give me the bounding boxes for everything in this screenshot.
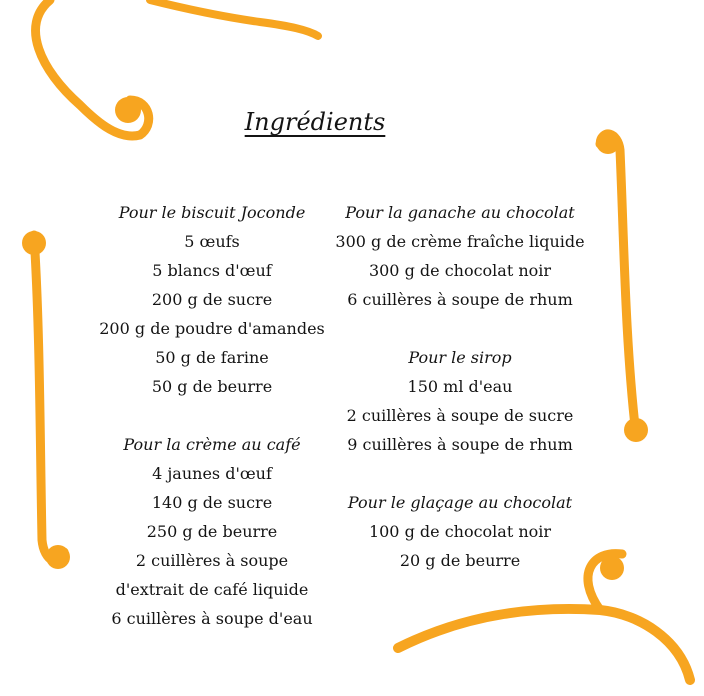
- ingredient-item: 50 g de farine: [155, 348, 269, 367]
- left-column: [82, 198, 342, 662]
- ingredient-item: 200 g de poudre d'amandes: [99, 319, 325, 338]
- ingredient-item: 5 blancs d'œuf: [152, 261, 272, 280]
- ingredient-item: 140 g de sucre: [151, 493, 273, 512]
- section-biscuit-joconde: [82, 198, 342, 401]
- ingredient-item: 300 g de crème fraîche liquide: [335, 232, 585, 251]
- ingredient-item: 2 cuillères à soupe: [135, 551, 289, 570]
- ingredient-item: 4 jaunes d'œuf: [152, 464, 272, 483]
- left-bar: [34, 235, 64, 561]
- ingredient-item: 250 g de beurre: [146, 522, 278, 541]
- ingredient-item: 9 cuillères à soupe de rhum: [347, 435, 573, 454]
- page-title: Ingrédients: [244, 108, 386, 136]
- ingredient-item: 5 œufs: [184, 232, 240, 251]
- section-heading: Pour le sirop: [408, 348, 512, 367]
- section-heading: Pour la crème au café: [123, 435, 301, 454]
- ingredient-item: 300 g de chocolat noir: [368, 261, 552, 280]
- right-column: [318, 198, 602, 604]
- ingredient-item: 100 g de chocolat noir: [368, 522, 552, 541]
- ingredient-item: 6 cuillères à soupe d'eau: [111, 609, 313, 628]
- section-heading: Pour le biscuit Joconde: [118, 203, 306, 222]
- bottom-right-swirl: [398, 609, 690, 680]
- ingredient-item: 2 cuillères à soupe de sucre: [346, 406, 574, 425]
- section-creme-au-cafe: [82, 430, 342, 633]
- section-sirop: [318, 343, 602, 459]
- section-heading: Pour la ganache au chocolat: [345, 203, 575, 222]
- ingredient-item: 150 ml d'eau: [407, 377, 513, 396]
- ingredient-item: 20 g de beurre: [399, 551, 521, 570]
- section-ganache-chocolat: [318, 198, 602, 314]
- ingredient-item: 200 g de sucre: [151, 290, 273, 309]
- ingredient-item: 6 cuillères à soupe de rhum: [347, 290, 573, 309]
- ingredient-item: d'extrait de café liquide: [115, 580, 309, 599]
- right-bar: [600, 134, 636, 435]
- section-heading: Pour le glaçage au chocolat: [347, 493, 573, 512]
- section-glacage-chocolat: [318, 488, 602, 575]
- ingredient-item: 50 g de beurre: [151, 377, 273, 396]
